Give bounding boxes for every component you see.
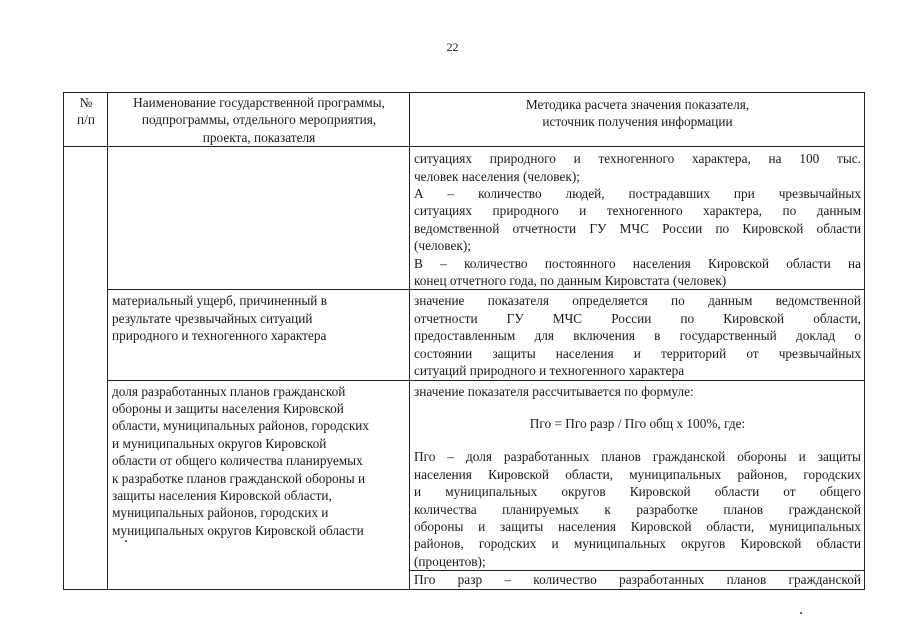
header-method bbox=[410, 93, 865, 147]
row-c-name-line: защиты населения Кировской области, bbox=[112, 487, 332, 503]
row-b-name-line: природного и техногенного характера bbox=[112, 328, 327, 344]
row-c-name-line: области, муниципальных районов, городских bbox=[112, 418, 370, 434]
row-c-method-line: и муниципальных округов Кировской области от общего bbox=[414, 484, 861, 500]
table-row bbox=[64, 147, 865, 290]
row-c-method-line: районов, городских и муниципальных округов Кировской области bbox=[414, 536, 861, 552]
row-a-method-cell bbox=[410, 147, 865, 290]
row-a-method-line: А – количество людей, пострадавших при чрезвычайных bbox=[414, 186, 861, 202]
scan-speck bbox=[800, 612, 802, 614]
row-a-method-line: В – количество постоянного населения Кировской области на bbox=[414, 255, 861, 271]
row-c-name-line: области от общего количества планируемых bbox=[112, 453, 363, 469]
row-a-method-line: ситуациях природного и техногенного характера, на 100 тыс. bbox=[414, 151, 861, 167]
formula: Пго = Пго разр / Пго общ х 100%, где: bbox=[529, 415, 746, 431]
table-row bbox=[64, 290, 865, 380]
page-number: 22 bbox=[446, 40, 459, 54]
header-name-line3: проекта, показателя bbox=[202, 129, 316, 145]
header-num-line1: № bbox=[79, 95, 93, 110]
row-a-method-line: (человек); bbox=[414, 238, 471, 254]
row-b-name-cell bbox=[108, 290, 410, 380]
table-header-row bbox=[64, 93, 865, 147]
row-b-method-line: отчетности ГУ МЧС России по Кировской области, bbox=[414, 310, 861, 326]
row-c-method-line: обороны и защиты населения Кировской области, муниципальных bbox=[414, 518, 861, 534]
row-b-method-line: предоставленным для включения в государственный доклад о bbox=[414, 328, 861, 344]
row-c-method-line: Пго – доля разработанных планов гражданской обороны и защиты bbox=[414, 449, 861, 465]
indicators-table bbox=[63, 92, 865, 590]
row-c-name-cell bbox=[108, 380, 410, 589]
row-number-cell bbox=[64, 147, 108, 589]
row-a-method-line: ситуациях природного и техногенного характера, по данным bbox=[414, 203, 861, 219]
row-c-method-line: населения Кировской области, муниципальных районов, городских bbox=[414, 466, 861, 482]
header-name-line1: Наименование государственной программы, bbox=[133, 95, 385, 110]
row-b-name-line: результате чрезвычайных ситуаций bbox=[112, 310, 313, 326]
row-b-name-line: материальный ущерб, причиненный в bbox=[112, 293, 328, 309]
header-num bbox=[64, 93, 108, 147]
row-a-name-cell bbox=[108, 147, 410, 290]
row-c-name-line: и муниципальных округов Кировской bbox=[112, 435, 327, 451]
row-c-method-line: количества планируемых к разработке планов гражданской bbox=[414, 501, 861, 517]
table-row bbox=[64, 380, 865, 589]
row-c-name-line: муниципальных округов Кировской области bbox=[112, 522, 364, 538]
row-c-name-line: муниципальных районов, городских и bbox=[112, 505, 329, 521]
row-c-method-cell bbox=[410, 380, 865, 589]
row-c-name-line: к разработке планов гражданской обороны и bbox=[112, 470, 366, 486]
row-b-method-line: ситуаций природного и техногенного характера bbox=[414, 363, 685, 379]
header-method-line2: источник получения информации bbox=[542, 114, 733, 130]
row-b-method-line: значение показателя определяется по данным ведомственной bbox=[414, 293, 861, 309]
row-a-method-line: ведомственной отчетности ГУ МЧС России по Кировской области bbox=[414, 220, 861, 236]
row-b-method-cell bbox=[410, 290, 865, 380]
header-name-line2: подпрограммы, отдельного мероприятия, bbox=[141, 112, 377, 128]
row-a-method-line: человек населения (человек); bbox=[414, 168, 580, 184]
row-c-last-line: Пго разр – количество разработанных планов гражданской bbox=[414, 572, 861, 588]
row-c-name-line: доля разработанных планов гражданской bbox=[112, 383, 346, 399]
header-name bbox=[108, 93, 410, 147]
header-num-line2: п/п bbox=[77, 112, 95, 128]
row-c-name-line: обороны и защиты населения Кировской bbox=[112, 400, 344, 416]
row-a-method-line: конец отчетного года, по данным Кировстата (человек) bbox=[414, 273, 727, 289]
header-method-line1: Методика расчета значения показателя, bbox=[525, 97, 750, 112]
row-c-method-line: (процентов); bbox=[414, 553, 486, 569]
scan-speck bbox=[125, 540, 127, 542]
row-b-method-line: состоянии защиты населения и территорий от чрезвычайных bbox=[414, 345, 861, 361]
row-c-method-intro: значение показателя рассчитывается по формуле: bbox=[414, 383, 694, 399]
